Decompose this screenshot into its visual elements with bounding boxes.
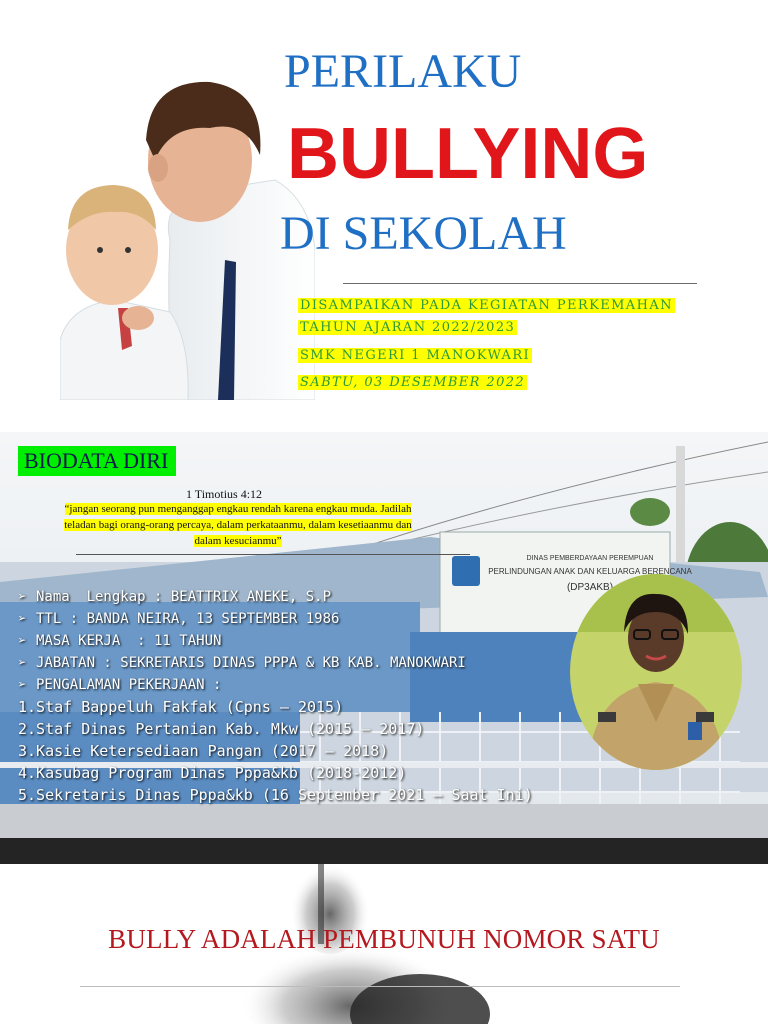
biodata-list xyxy=(18,586,533,806)
building-sign-line1: DINAS PEMBERDAYAAN PEREMPUAN xyxy=(526,555,654,562)
experience-item: 4.Kasubag Program Dinas Pppa&kb (2018-2012) xyxy=(18,764,407,782)
verse-reference: 1 Timotius 4:12 xyxy=(186,487,263,501)
bio-position xyxy=(18,652,533,674)
verse-line-3: dalam kesucianmu” xyxy=(194,535,282,547)
bullet-arrow-icon: ➢ xyxy=(18,589,27,605)
bio-name-text: Nama Lengkap : BEATTRIX ANEKE, S.P xyxy=(36,589,332,605)
title-divider xyxy=(343,283,697,284)
bio-name xyxy=(18,586,533,608)
motto-text: BULLY ADALAH PEMBUNUH NOMOR SATU xyxy=(108,924,660,954)
experience-item: 2.Staf Dinas Pertanian Kab. Mkw (2015 – 2017) xyxy=(18,720,425,738)
biodata-title: BIODATA DIRI xyxy=(18,446,176,476)
biodata-slide xyxy=(0,432,768,864)
subtitle-date: SABTU, 03 DESEMBER 2022 xyxy=(300,375,526,390)
bullet-arrow-icon: ➢ xyxy=(18,633,27,649)
experience-item: 5.Sekretaris Dinas Pppa&kb (16 September 2021 – Saat Ini) xyxy=(18,786,533,804)
slide-bottom-band xyxy=(0,838,768,864)
motto-slide xyxy=(0,864,768,1024)
bio-position-text: JABATAN : SEKRETARIS DINAS PPPA & KB KAB. MANOKWARI xyxy=(36,655,466,671)
bio-experience-heading-text: PENGALAMAN PEKERJAAN : xyxy=(36,677,222,693)
bullet-arrow-icon: ➢ xyxy=(18,611,27,627)
experience-item: 1.Staf Bappeluh Fakfak (Cpns – 2015) xyxy=(18,698,344,716)
subtitle-event: DISAMPAIKAN PADA KEGIATAN PERKEMAHAN xyxy=(300,298,673,313)
bullying-photo xyxy=(60,50,315,400)
motto-divider xyxy=(80,986,680,987)
bio-tenure xyxy=(18,630,533,652)
verse-quote xyxy=(6,501,470,549)
title-line-di-sekolah: DI SEKOLAH xyxy=(280,207,567,260)
bullet-arrow-icon: ➢ xyxy=(18,655,27,671)
bullet-arrow-icon: ➢ xyxy=(18,677,27,693)
verse-line-1: “jangan seorang pun menganggap engkau rendah karena engkau muda. Jadilah xyxy=(64,503,412,515)
title-slide xyxy=(0,0,768,432)
verse-line-2: teladan bagi orang-orang percaya, dalam perkataanmu, dalam kesetiaanmu dan xyxy=(64,519,412,531)
bio-birth xyxy=(18,608,533,630)
profile-portrait xyxy=(568,572,744,772)
experience-item: 3.Kasie Ketersediaan Pangan (2017 – 2018) xyxy=(18,742,389,760)
bio-tenure-text: MASA KERJA : 11 TAHUN xyxy=(36,633,222,649)
subtitle-year: TAHUN AJARAN 2022/2023 xyxy=(300,320,516,335)
verse-divider xyxy=(76,554,470,555)
subtitle-school: SMK NEGERI 1 MANOKWARI xyxy=(300,348,531,363)
title-line-perilaku: PERILAKU xyxy=(284,45,522,98)
bio-experience-heading xyxy=(18,674,533,696)
bio-birth-text: TTL : BANDA NEIRA, 13 SEPTEMBER 1986 xyxy=(36,611,340,627)
building-sign-line2: PERLINDUNGAN ANAK DAN KELUARGA BERENCANA xyxy=(488,567,692,576)
building-sign-line3: (DP3AKB) xyxy=(566,582,614,593)
title-line-bullying: BULLYING xyxy=(287,114,649,194)
